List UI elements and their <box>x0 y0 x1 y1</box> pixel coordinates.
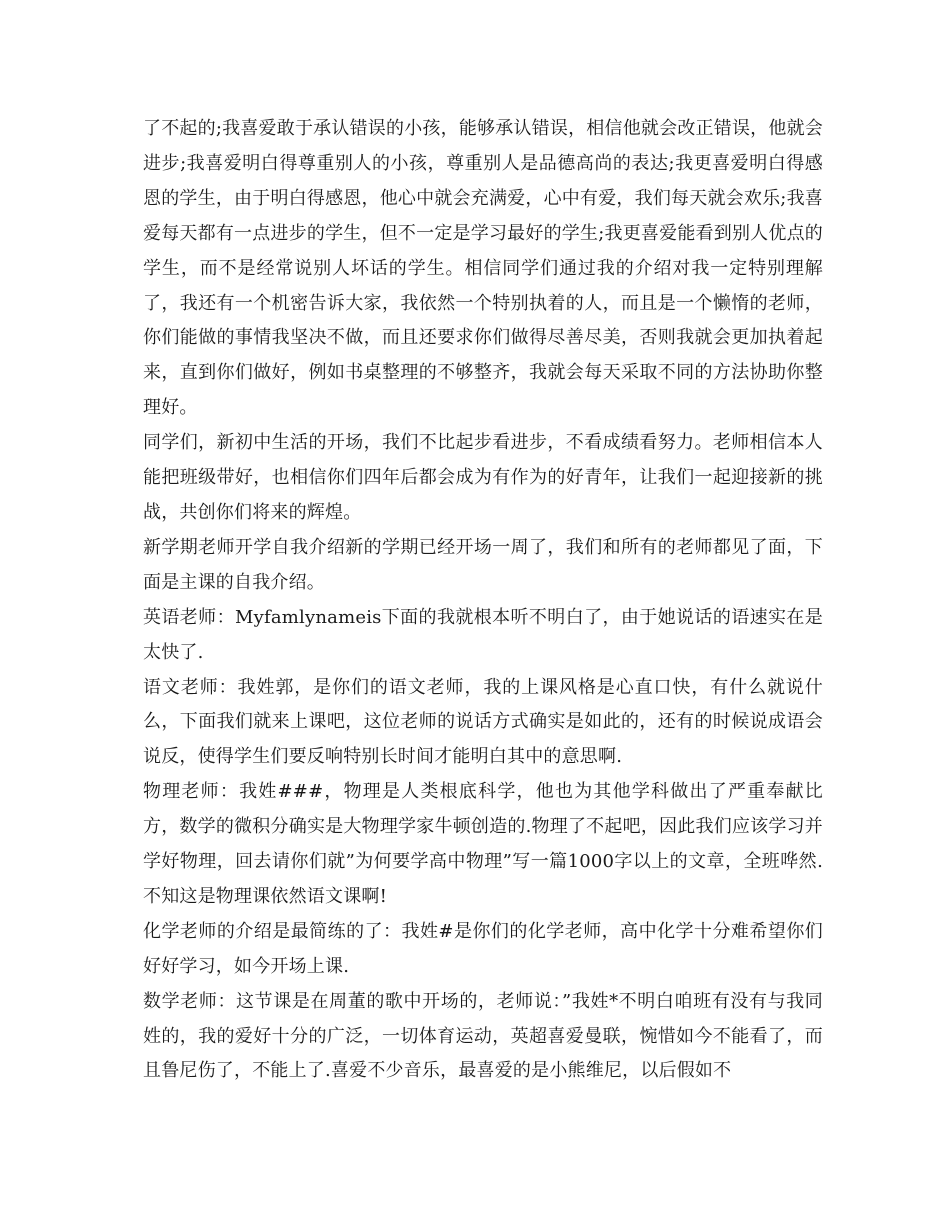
paragraph: 了不起的;我喜爱敢于承认错误的小孩，能够承认错误，相信他就会改正错误，他就会进步;我喜爱明白得尊重别人的小孩，尊重别人是品德高尚的表达;我更喜爱明白得感恩的学生，由于明白得感恩，他心中就会充满爱，心中有爱，我们每天就会欢乐;我喜爱每天都有一点进步的学生，但不一定是学习最好的学生;我更喜爱能看到别人优点的学生，而不是经常说别人坏话的学生。相信同学们通过我的介绍对我一定特别理解了，我还有一个机密告诉大家，我依然一个特别执着的人，而且是一个懒惰的老师，你们能做的事情我坚决不做，而且还要求你们做得尽善尽美，否则我就会更加执着起来，直到你们做好，例如书桌整理的不够整齐，我就会每天采取不同的方法协助你整理好。 <box>143 118 823 419</box>
paragraph: 语文老师：我姓郭，是你们的语文老师，我的上课风格是心直口快，有什么就说什么，下面我们就来上课吧，这位老师的说话方式确实是如此的，还有的时候说成语会说反，使得学生们要反响特别长时间才能明白其中的意思啊. <box>143 676 823 768</box>
document-body <box>143 112 823 1089</box>
paragraph: 英语老师：Myfamlynameis下面的我就根本听不明白了，由于她说话的语速实在是太快了. <box>143 606 823 663</box>
paragraph: 物理老师：我姓###，物理是人类根底科学，他也为其他学科做出了严重奉献比方，数学的微积分确实是大物理学家牛顿创造的.物理了不起吧，因此我们应该学习并学好物理，回去请你们就”为何要学高中物理”写一篇1000字以上的文章，全班哗然.不知这是物理课依然语文课啊! <box>143 781 823 907</box>
paragraph: 新学期老师开学自我介绍新的学期已经开场一周了，我们和所有的老师都见了面，下面是主课的自我介绍。 <box>143 536 823 593</box>
paragraph: 同学们，新初中生活的开场，我们不比起步看进步，不看成绩看努力。老师相信本人能把班级带好，也相信你们四年后都会成为有作为的好青年，让我们一起迎接新的挑战，共创你们将来的辉煌。 <box>143 432 823 523</box>
paragraph: 数学老师：这节课是在周董的歌中开场的，老师说：”我姓*不明白咱班有没有与我同姓的，我的爱好十分的广泛，一切体育运动，英超喜爱曼联，惋惜如今不能看了，而且鲁尼伤了，不能上了.喜爱不少音乐，最喜爱的是小熊维尼，以后假如不 <box>143 990 823 1082</box>
paragraph: 化学老师的介绍是最简练的了：我姓#是你们的化学老师，高中化学十分难希望你们好好学习，如今开场上课. <box>143 920 823 977</box>
